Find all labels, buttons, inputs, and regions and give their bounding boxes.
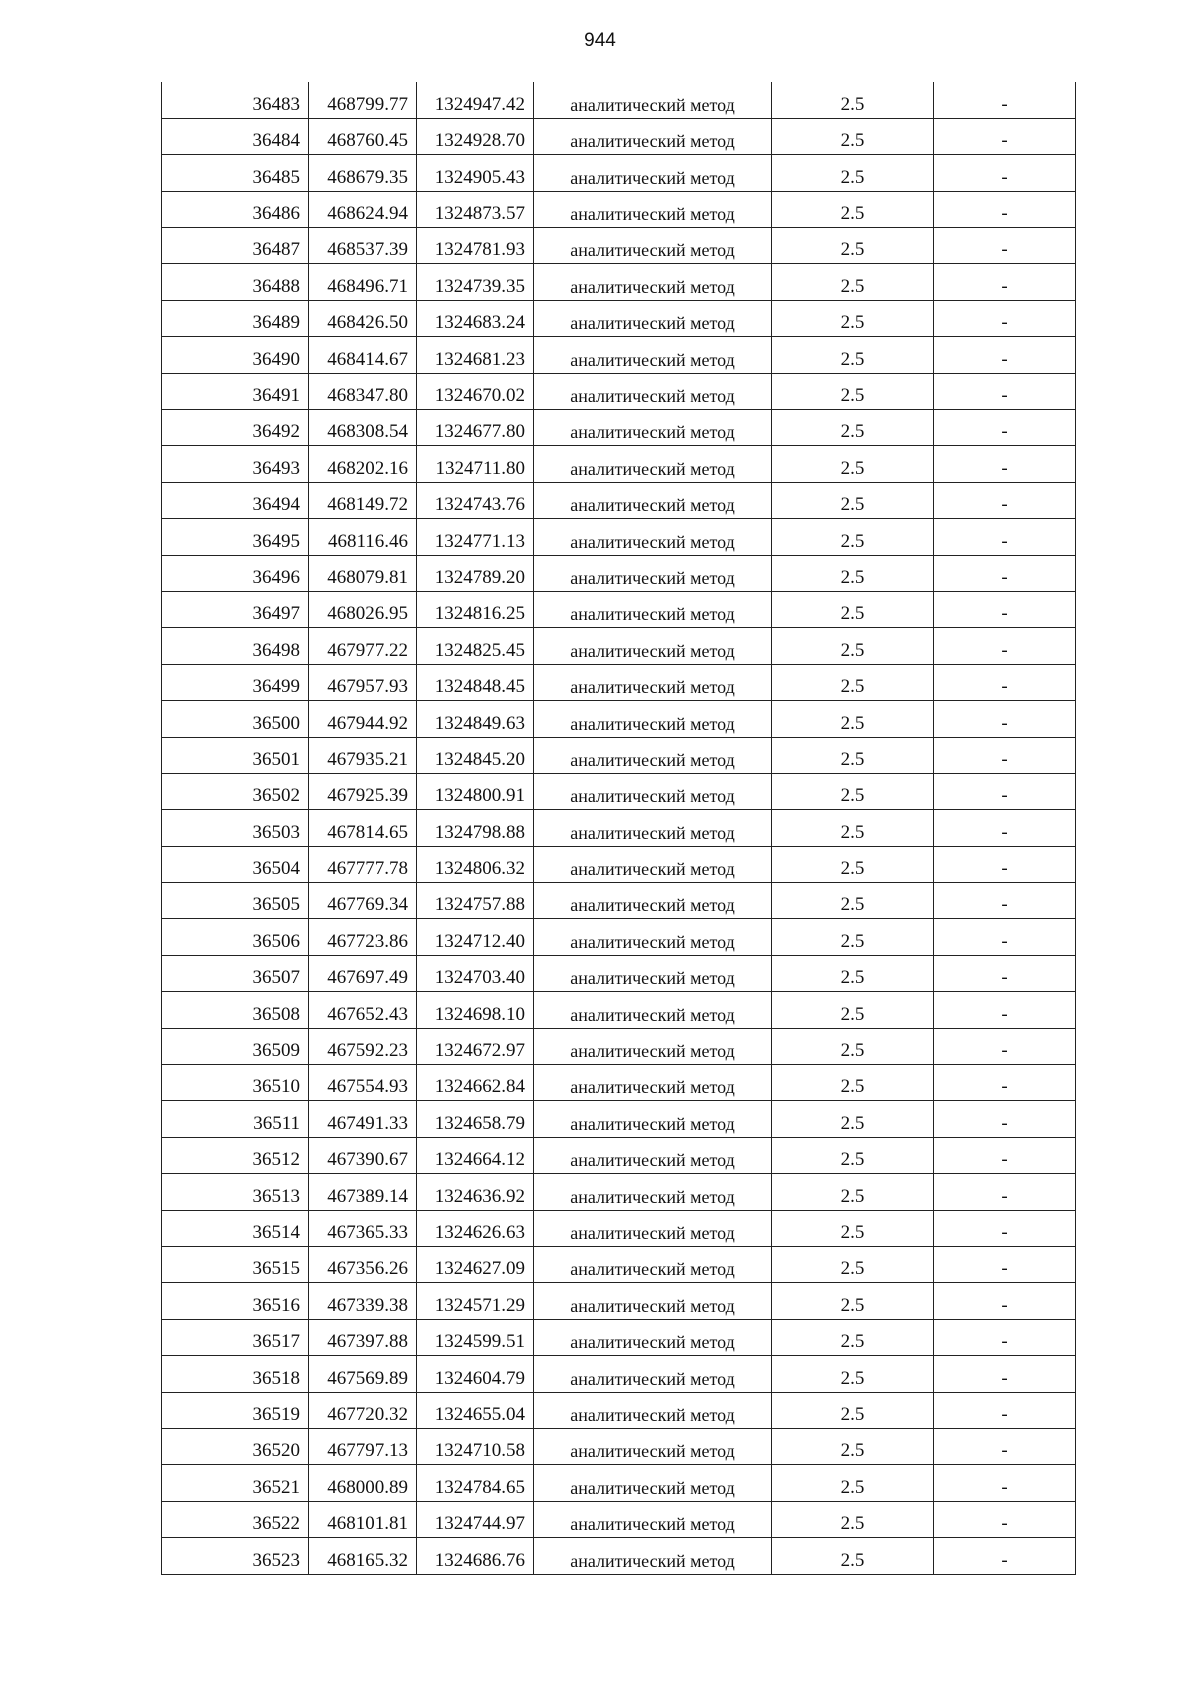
table-row (162, 1501, 1076, 1537)
x-coordinate-cell: 468000.89 (309, 1465, 417, 1501)
method-cell: аналитический метод (534, 1065, 772, 1101)
accuracy-cell: 2.5 (772, 446, 934, 482)
x-coordinate-cell: 467723.86 (309, 919, 417, 955)
y-coordinate-cell: 1324710.58 (417, 1428, 534, 1464)
point-number-cell: 36501 (162, 737, 309, 773)
y-coordinate-cell: 1324825.45 (417, 628, 534, 664)
accuracy-cell: 2.5 (772, 482, 934, 518)
point-number-cell: 36499 (162, 664, 309, 700)
x-coordinate-cell: 467925.39 (309, 773, 417, 809)
y-coordinate-cell: 1324677.80 (417, 410, 534, 446)
x-coordinate-cell: 467720.32 (309, 1392, 417, 1428)
point-number-cell: 36510 (162, 1065, 309, 1101)
y-coordinate-cell: 1324658.79 (417, 1101, 534, 1137)
y-coordinate-cell: 1324662.84 (417, 1065, 534, 1101)
x-coordinate-cell: 468679.35 (309, 155, 417, 191)
x-coordinate-cell: 467697.49 (309, 955, 417, 991)
note-cell: - (934, 446, 1076, 482)
accuracy-cell: 2.5 (772, 1465, 934, 1501)
accuracy-cell: 2.5 (772, 1283, 934, 1319)
method-cell: аналитический метод (534, 300, 772, 336)
method-cell: аналитический метод (534, 701, 772, 737)
x-coordinate-cell: 468537.39 (309, 228, 417, 264)
y-coordinate-cell: 1324681.23 (417, 337, 534, 373)
note-cell: - (934, 701, 1076, 737)
point-number-cell: 36513 (162, 1174, 309, 1210)
accuracy-cell: 2.5 (772, 82, 934, 118)
x-coordinate-cell: 468079.81 (309, 555, 417, 591)
note-cell: - (934, 737, 1076, 773)
note-cell: - (934, 1392, 1076, 1428)
point-number-cell: 36523 (162, 1538, 309, 1574)
note-cell: - (934, 992, 1076, 1028)
x-coordinate-cell: 468165.32 (309, 1538, 417, 1574)
note-cell: - (934, 373, 1076, 409)
accuracy-cell: 2.5 (772, 1028, 934, 1064)
accuracy-cell: 2.5 (772, 810, 934, 846)
note-cell: - (934, 191, 1076, 227)
y-coordinate-cell: 1324781.93 (417, 228, 534, 264)
note-cell: - (934, 1283, 1076, 1319)
accuracy-cell: 2.5 (772, 773, 934, 809)
table-row (162, 1356, 1076, 1392)
note-cell: - (934, 155, 1076, 191)
x-coordinate-cell: 467491.33 (309, 1101, 417, 1137)
y-coordinate-cell: 1324905.43 (417, 155, 534, 191)
table-row (162, 701, 1076, 737)
y-coordinate-cell: 1324599.51 (417, 1319, 534, 1355)
note-cell: - (934, 1137, 1076, 1173)
point-number-cell: 36498 (162, 628, 309, 664)
x-coordinate-cell: 467935.21 (309, 737, 417, 773)
point-number-cell: 36487 (162, 228, 309, 264)
x-coordinate-cell: 467814.65 (309, 810, 417, 846)
accuracy-cell: 2.5 (772, 300, 934, 336)
point-number-cell: 36495 (162, 519, 309, 555)
accuracy-cell: 2.5 (772, 228, 934, 264)
method-cell: аналитический метод (534, 191, 772, 227)
y-coordinate-cell: 1324604.79 (417, 1356, 534, 1392)
note-cell: - (934, 1210, 1076, 1246)
note-cell: - (934, 664, 1076, 700)
y-coordinate-cell: 1324771.13 (417, 519, 534, 555)
accuracy-cell: 2.5 (772, 118, 934, 154)
note-cell: - (934, 482, 1076, 518)
accuracy-cell: 2.5 (772, 591, 934, 627)
point-number-cell: 36494 (162, 482, 309, 518)
method-cell: аналитический метод (534, 264, 772, 300)
note-cell: - (934, 1465, 1076, 1501)
table-row (162, 1465, 1076, 1501)
table-row (162, 810, 1076, 846)
note-cell: - (934, 337, 1076, 373)
point-number-cell: 36509 (162, 1028, 309, 1064)
accuracy-cell: 2.5 (772, 883, 934, 919)
y-coordinate-cell: 1324670.02 (417, 373, 534, 409)
x-coordinate-cell: 468347.80 (309, 373, 417, 409)
x-coordinate-cell: 467797.13 (309, 1428, 417, 1464)
note-cell: - (934, 1319, 1076, 1355)
method-cell: аналитический метод (534, 1356, 772, 1392)
x-coordinate-cell: 468308.54 (309, 410, 417, 446)
accuracy-cell: 2.5 (772, 919, 934, 955)
point-number-cell: 36519 (162, 1392, 309, 1428)
y-coordinate-cell: 1324743.76 (417, 482, 534, 518)
note-cell: - (934, 555, 1076, 591)
x-coordinate-cell: 468414.67 (309, 337, 417, 373)
method-cell: аналитический метод (534, 519, 772, 555)
table-row (162, 264, 1076, 300)
point-number-cell: 36518 (162, 1356, 309, 1392)
x-coordinate-cell: 467569.89 (309, 1356, 417, 1392)
table-body (162, 82, 1076, 1574)
method-cell: аналитический метод (534, 555, 772, 591)
accuracy-cell: 2.5 (772, 264, 934, 300)
x-coordinate-cell: 468760.45 (309, 118, 417, 154)
coordinates-table (161, 82, 1076, 1575)
method-cell: аналитический метод (534, 1501, 772, 1537)
accuracy-cell: 2.5 (772, 955, 934, 991)
table-row (162, 482, 1076, 518)
x-coordinate-cell: 467365.33 (309, 1210, 417, 1246)
point-number-cell: 36514 (162, 1210, 309, 1246)
y-coordinate-cell: 1324757.88 (417, 883, 534, 919)
accuracy-cell: 2.5 (772, 1501, 934, 1537)
y-coordinate-cell: 1324789.20 (417, 555, 534, 591)
table-row (162, 1028, 1076, 1064)
table-row (162, 1428, 1076, 1464)
accuracy-cell: 2.5 (772, 737, 934, 773)
method-cell: аналитический метод (534, 591, 772, 627)
method-cell: аналитический метод (534, 1428, 772, 1464)
method-cell: аналитический метод (534, 1137, 772, 1173)
accuracy-cell: 2.5 (772, 1137, 934, 1173)
method-cell: аналитический метод (534, 1174, 772, 1210)
table-row (162, 883, 1076, 919)
x-coordinate-cell: 467944.92 (309, 701, 417, 737)
table-row (162, 919, 1076, 955)
method-cell: аналитический метод (534, 992, 772, 1028)
x-coordinate-cell: 468026.95 (309, 591, 417, 627)
x-coordinate-cell: 467356.26 (309, 1247, 417, 1283)
accuracy-cell: 2.5 (772, 155, 934, 191)
table-row (162, 628, 1076, 664)
note-cell: - (934, 919, 1076, 955)
table-row (162, 82, 1076, 118)
x-coordinate-cell: 467777.78 (309, 846, 417, 882)
method-cell: аналитический метод (534, 955, 772, 991)
accuracy-cell: 2.5 (772, 410, 934, 446)
note-cell: - (934, 410, 1076, 446)
method-cell: аналитический метод (534, 1538, 772, 1574)
point-number-cell: 36483 (162, 82, 309, 118)
table-row (162, 446, 1076, 482)
table-row (162, 992, 1076, 1028)
point-number-cell: 36521 (162, 1465, 309, 1501)
method-cell: аналитический метод (534, 1392, 772, 1428)
point-number-cell: 36492 (162, 410, 309, 446)
table-row (162, 519, 1076, 555)
point-number-cell: 36508 (162, 992, 309, 1028)
table-row (162, 1137, 1076, 1173)
x-coordinate-cell: 467592.23 (309, 1028, 417, 1064)
accuracy-cell: 2.5 (772, 1538, 934, 1574)
note-cell: - (934, 1538, 1076, 1574)
point-number-cell: 36517 (162, 1319, 309, 1355)
note-cell: - (934, 1501, 1076, 1537)
y-coordinate-cell: 1324873.57 (417, 191, 534, 227)
method-cell: аналитический метод (534, 228, 772, 264)
note-cell: - (934, 1065, 1076, 1101)
point-number-cell: 36505 (162, 883, 309, 919)
point-number-cell: 36484 (162, 118, 309, 154)
table-row (162, 737, 1076, 773)
x-coordinate-cell: 467769.34 (309, 883, 417, 919)
x-coordinate-cell: 468116.46 (309, 519, 417, 555)
table-row (162, 1174, 1076, 1210)
method-cell: аналитический метод (534, 373, 772, 409)
accuracy-cell: 2.5 (772, 992, 934, 1028)
point-number-cell: 36497 (162, 591, 309, 627)
table-row (162, 1247, 1076, 1283)
note-cell: - (934, 883, 1076, 919)
method-cell: аналитический метод (534, 1465, 772, 1501)
x-coordinate-cell: 468799.77 (309, 82, 417, 118)
accuracy-cell: 2.5 (772, 1174, 934, 1210)
point-number-cell: 36488 (162, 264, 309, 300)
accuracy-cell: 2.5 (772, 373, 934, 409)
note-cell: - (934, 1028, 1076, 1064)
table-row (162, 955, 1076, 991)
x-coordinate-cell: 467397.88 (309, 1319, 417, 1355)
point-number-cell: 36502 (162, 773, 309, 809)
y-coordinate-cell: 1324626.63 (417, 1210, 534, 1246)
note-cell: - (934, 1356, 1076, 1392)
x-coordinate-cell: 467554.93 (309, 1065, 417, 1101)
table-row (162, 337, 1076, 373)
y-coordinate-cell: 1324571.29 (417, 1283, 534, 1319)
y-coordinate-cell: 1324683.24 (417, 300, 534, 336)
y-coordinate-cell: 1324798.88 (417, 810, 534, 846)
method-cell: аналитический метод (534, 919, 772, 955)
note-cell: - (934, 810, 1076, 846)
method-cell: аналитический метод (534, 1247, 772, 1283)
method-cell: аналитический метод (534, 482, 772, 518)
x-coordinate-cell: 467957.93 (309, 664, 417, 700)
method-cell: аналитический метод (534, 155, 772, 191)
x-coordinate-cell: 468101.81 (309, 1501, 417, 1537)
table-row (162, 155, 1076, 191)
method-cell: аналитический метод (534, 628, 772, 664)
accuracy-cell: 2.5 (772, 1101, 934, 1137)
y-coordinate-cell: 1324849.63 (417, 701, 534, 737)
note-cell: - (934, 519, 1076, 555)
method-cell: аналитический метод (534, 883, 772, 919)
point-number-cell: 36506 (162, 919, 309, 955)
x-coordinate-cell: 467977.22 (309, 628, 417, 664)
point-number-cell: 36507 (162, 955, 309, 991)
method-cell: аналитический метод (534, 810, 772, 846)
y-coordinate-cell: 1324744.97 (417, 1501, 534, 1537)
method-cell: аналитический метод (534, 1028, 772, 1064)
accuracy-cell: 2.5 (772, 1392, 934, 1428)
note-cell: - (934, 118, 1076, 154)
table-row (162, 664, 1076, 700)
table-row (162, 228, 1076, 264)
y-coordinate-cell: 1324947.42 (417, 82, 534, 118)
table-row (162, 373, 1076, 409)
y-coordinate-cell: 1324664.12 (417, 1137, 534, 1173)
y-coordinate-cell: 1324848.45 (417, 664, 534, 700)
table-row (162, 555, 1076, 591)
point-number-cell: 36496 (162, 555, 309, 591)
y-coordinate-cell: 1324655.04 (417, 1392, 534, 1428)
note-cell: - (934, 300, 1076, 336)
point-number-cell: 36503 (162, 810, 309, 846)
y-coordinate-cell: 1324698.10 (417, 992, 534, 1028)
y-coordinate-cell: 1324627.09 (417, 1247, 534, 1283)
x-coordinate-cell: 468624.94 (309, 191, 417, 227)
note-cell: - (934, 628, 1076, 664)
y-coordinate-cell: 1324806.32 (417, 846, 534, 882)
y-coordinate-cell: 1324928.70 (417, 118, 534, 154)
note-cell: - (934, 773, 1076, 809)
accuracy-cell: 2.5 (772, 1210, 934, 1246)
note-cell: - (934, 955, 1076, 991)
note-cell: - (934, 591, 1076, 627)
accuracy-cell: 2.5 (772, 519, 934, 555)
point-number-cell: 36511 (162, 1101, 309, 1137)
accuracy-cell: 2.5 (772, 555, 934, 591)
note-cell: - (934, 846, 1076, 882)
table-row (162, 591, 1076, 627)
table-row (162, 410, 1076, 446)
note-cell: - (934, 228, 1076, 264)
method-cell: аналитический метод (534, 1283, 772, 1319)
note-cell: - (934, 82, 1076, 118)
y-coordinate-cell: 1324784.65 (417, 1465, 534, 1501)
y-coordinate-cell: 1324816.25 (417, 591, 534, 627)
point-number-cell: 36516 (162, 1283, 309, 1319)
y-coordinate-cell: 1324686.76 (417, 1538, 534, 1574)
accuracy-cell: 2.5 (772, 337, 934, 373)
y-coordinate-cell: 1324845.20 (417, 737, 534, 773)
y-coordinate-cell: 1324712.40 (417, 919, 534, 955)
page-number: 944 (584, 30, 616, 51)
x-coordinate-cell: 468496.71 (309, 264, 417, 300)
accuracy-cell: 2.5 (772, 846, 934, 882)
point-number-cell: 36486 (162, 191, 309, 227)
note-cell: - (934, 1247, 1076, 1283)
table-row (162, 846, 1076, 882)
accuracy-cell: 2.5 (772, 628, 934, 664)
y-coordinate-cell: 1324739.35 (417, 264, 534, 300)
point-number-cell: 36522 (162, 1501, 309, 1537)
table-row (162, 118, 1076, 154)
y-coordinate-cell: 1324636.92 (417, 1174, 534, 1210)
method-cell: аналитический метод (534, 410, 772, 446)
x-coordinate-cell: 467389.14 (309, 1174, 417, 1210)
point-number-cell: 36515 (162, 1247, 309, 1283)
method-cell: аналитический метод (534, 446, 772, 482)
x-coordinate-cell: 467390.67 (309, 1137, 417, 1173)
method-cell: аналитический метод (534, 737, 772, 773)
note-cell: - (934, 1428, 1076, 1464)
note-cell: - (934, 1174, 1076, 1210)
accuracy-cell: 2.5 (772, 701, 934, 737)
point-number-cell: 36500 (162, 701, 309, 737)
y-coordinate-cell: 1324703.40 (417, 955, 534, 991)
point-number-cell: 36490 (162, 337, 309, 373)
method-cell: аналитический метод (534, 846, 772, 882)
table-row (162, 1101, 1076, 1137)
y-coordinate-cell: 1324711.80 (417, 446, 534, 482)
point-number-cell: 36520 (162, 1428, 309, 1464)
point-number-cell: 36485 (162, 155, 309, 191)
table-row (162, 300, 1076, 336)
table-row (162, 773, 1076, 809)
method-cell: аналитический метод (534, 773, 772, 809)
method-cell: аналитический метод (534, 1210, 772, 1246)
table-row (162, 1210, 1076, 1246)
accuracy-cell: 2.5 (772, 1428, 934, 1464)
x-coordinate-cell: 468426.50 (309, 300, 417, 336)
accuracy-cell: 2.5 (772, 1319, 934, 1355)
y-coordinate-cell: 1324672.97 (417, 1028, 534, 1064)
method-cell: аналитический метод (534, 664, 772, 700)
table-row (162, 1319, 1076, 1355)
method-cell: аналитический метод (534, 1319, 772, 1355)
note-cell: - (934, 264, 1076, 300)
x-coordinate-cell: 467339.38 (309, 1283, 417, 1319)
method-cell: аналитический метод (534, 118, 772, 154)
table-row (162, 191, 1076, 227)
accuracy-cell: 2.5 (772, 191, 934, 227)
accuracy-cell: 2.5 (772, 1247, 934, 1283)
point-number-cell: 36489 (162, 300, 309, 336)
x-coordinate-cell: 468202.16 (309, 446, 417, 482)
method-cell: аналитический метод (534, 337, 772, 373)
y-coordinate-cell: 1324800.91 (417, 773, 534, 809)
table-row (162, 1538, 1076, 1574)
table-row (162, 1283, 1076, 1319)
accuracy-cell: 2.5 (772, 1356, 934, 1392)
point-number-cell: 36491 (162, 373, 309, 409)
x-coordinate-cell: 467652.43 (309, 992, 417, 1028)
accuracy-cell: 2.5 (772, 1065, 934, 1101)
point-number-cell: 36504 (162, 846, 309, 882)
table-row (162, 1392, 1076, 1428)
x-coordinate-cell: 468149.72 (309, 482, 417, 518)
method-cell: аналитический метод (534, 1101, 772, 1137)
note-cell: - (934, 1101, 1076, 1137)
method-cell: аналитический метод (534, 82, 772, 118)
point-number-cell: 36493 (162, 446, 309, 482)
accuracy-cell: 2.5 (772, 664, 934, 700)
point-number-cell: 36512 (162, 1137, 309, 1173)
table-row (162, 1065, 1076, 1101)
